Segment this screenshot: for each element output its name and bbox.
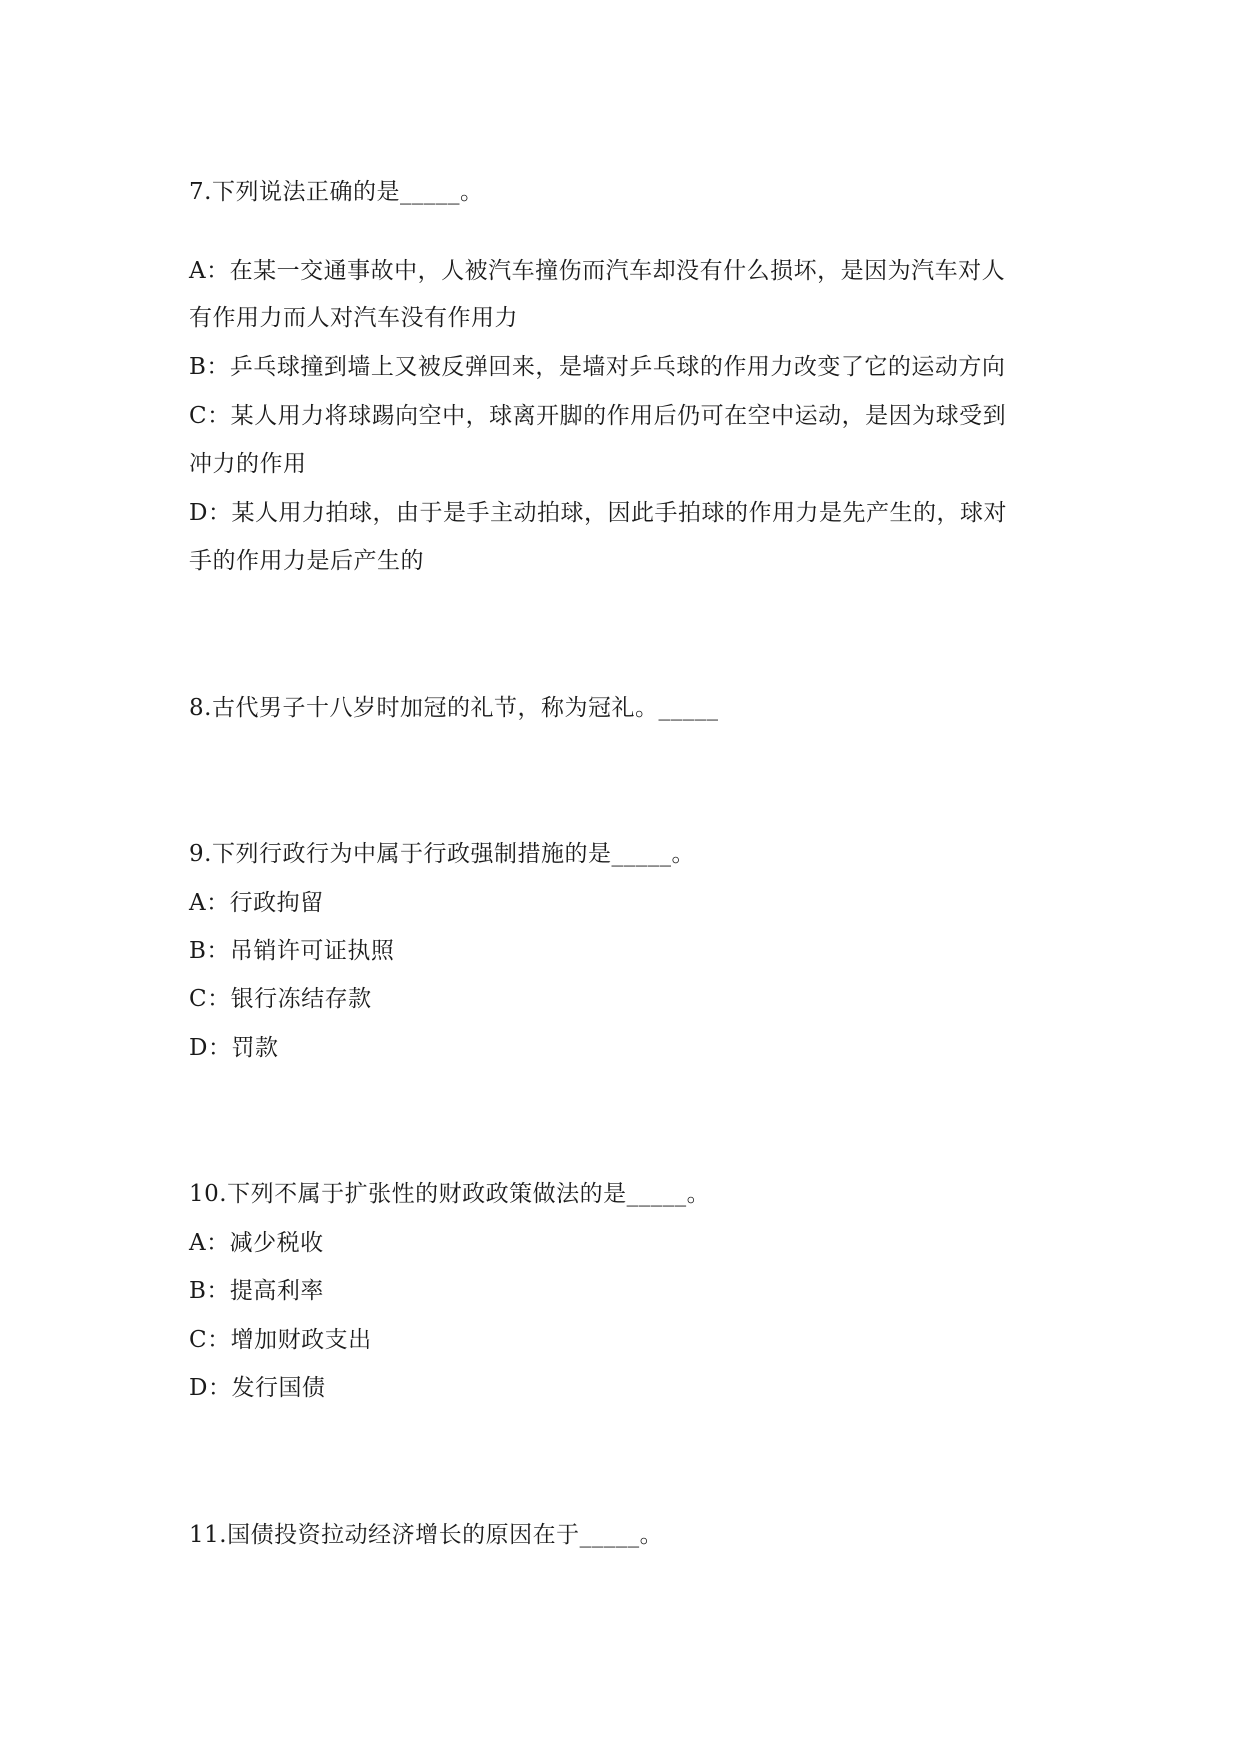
question-10-option-c: C：增加财政支出 [189, 1327, 372, 1353]
question-10-option-d: D：发行国债 [189, 1375, 326, 1401]
question-7-option-d-line-1: D：某人用力拍球，由于是手主动拍球，因此手拍球的作用力是先产生的，球对 [189, 500, 1007, 526]
question-10-option-b: B：提高利率 [189, 1278, 324, 1304]
question-7-option-c-line-1: C：某人用力将球踢向空中，球离开脚的作用后仍可在空中运动，是因为球受到 [189, 403, 1007, 429]
question-9-stem: 9.下列行政行为中属于行政强制措施的是_____。 [189, 841, 695, 867]
question-10-stem: 10.下列不属于扩张性的财政政策做法的是_____。 [189, 1181, 711, 1207]
question-7-option-b: B：乒乓球撞到墙上又被反弹回来，是墙对乒乓球的作用力改变了它的运动方向 [189, 354, 1006, 380]
question-10-option-a: A：减少税收 [189, 1230, 324, 1256]
question-8-stem: 8.古代男子十八岁时加冠的礼节，称为冠礼。_____ [189, 695, 719, 721]
question-7-option-a-line-1: A：在某一交通事故中，人被汽车撞伤而汽车却没有什么损坏，是因为汽车对人 [189, 258, 1006, 284]
question-11-stem: 11.国债投资拉动经济增长的原因在于_____。 [189, 1522, 664, 1548]
question-9-option-b: B：吊销许可证执照 [189, 938, 395, 964]
question-9-option-a: A：行政拘留 [189, 890, 324, 916]
question-9-option-d: D：罚款 [189, 1035, 279, 1061]
document-page [189, 0, 1061, 1754]
question-9-option-c: C：银行冻结存款 [189, 986, 372, 1012]
question-7-option-c-line-2: 冲力的作用 [189, 451, 307, 477]
question-7-option-d-line-2: 手的作用力是后产生的 [189, 548, 424, 574]
question-7-option-a-line-2: 有作用力而人对汽车没有作用力 [189, 305, 518, 331]
question-7-stem: 7.下列说法正确的是_____。 [189, 179, 484, 205]
